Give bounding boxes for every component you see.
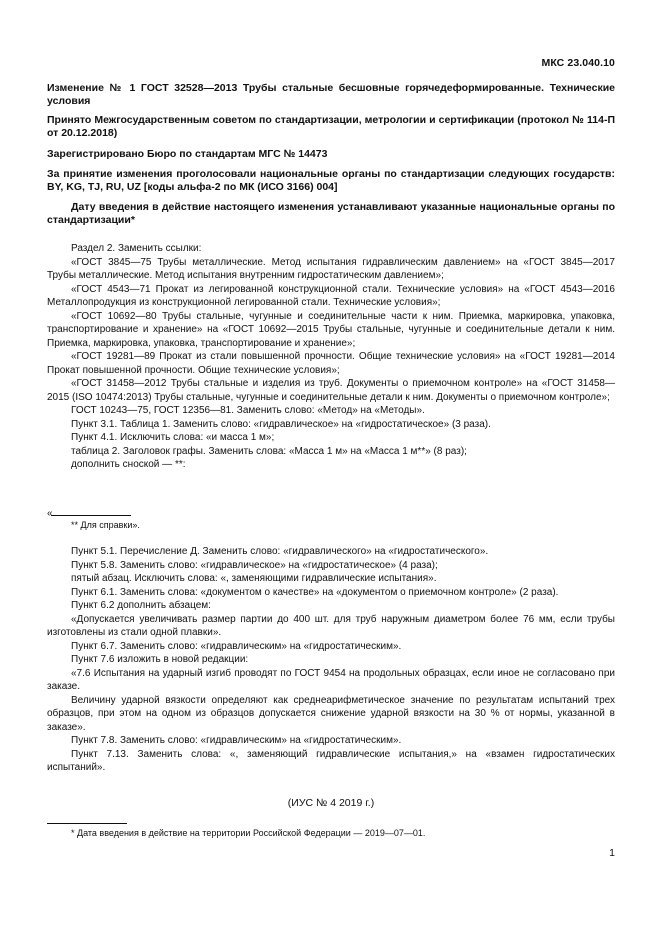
adopted-text: Принято Межгосударственным советом по стандартизации, метрологии и сертификации (протокол № 114-П от 20.12.2018) bbox=[47, 114, 615, 139]
paragraph: Пункт 6.7. Заменить слово: «гидравлическим» на «гидростатическим». bbox=[71, 640, 402, 652]
document-page bbox=[47, 0, 615, 935]
paragraph: пятый абзац. Исключить слова: «, заменяющими гидравлические испытания». bbox=[71, 573, 437, 584]
paragraph: Пункт 6.2 дополнить абзацем: bbox=[71, 600, 211, 611]
paragraph: «ГОСТ 4543—71 Прокат из легированной конструкционной стали. Технические условия» на «ГОСТ 4543—2016 Металлопродукция из конструкционной легированной стали. Технические условия»; bbox=[47, 283, 615, 308]
inner-footnote-divider bbox=[51, 515, 131, 516]
paragraph: «ГОСТ 10692—80 Трубы стальные, чугунные и соединительные части к ним. Приемка, маркировка, упаковка, транспортирование и хранение» на «ГОСТ 10692—2015 Трубы стальные, чугунные и соединительные детали к ним. Приемка, маркировка, упаковка, транспортирование и хранение»; bbox=[47, 310, 615, 349]
paragraph: дополнить сноской — **: bbox=[71, 459, 186, 470]
changes-list-continued bbox=[47, 545, 615, 775]
voted-text: За принятие изменения проголосовали национальные органы по стандартизации следующих государств: BY, KG, TJ, RU, UZ [коды альфа-2 по МК (ИСО 3166) 004] bbox=[47, 168, 615, 193]
paragraph: Раздел 2. Заменить ссылки: bbox=[71, 243, 202, 254]
footnote-divider bbox=[47, 823, 127, 824]
classification-code: МКС 23.040.10 bbox=[541, 57, 615, 69]
paragraph: Пункт 3.1. Таблица 1. Заменить слово: «гидравлическое» на «гидростатическое» (3 раза). bbox=[71, 418, 491, 430]
paragraph: таблица 2. Заголовок графы. Заменить слова: «Масса 1 м» на «Масса 1 м**» (8 раз); bbox=[71, 445, 467, 457]
source-reference: (ИУС № 4 2019 г.) bbox=[287, 797, 375, 809]
footnote-text: * Дата введения в действие на территории Российской Федерации — 2019—07—01. bbox=[71, 828, 426, 838]
page-number: 1 bbox=[609, 847, 615, 859]
paragraph: Величину ударной вязкости определяют как среднеарифметическое значение по результатам испытаний трех образцов, при этом на одном из образцов допускается снижение ударной вязкости на 30 % от нормы, указанной в заказе». bbox=[47, 694, 615, 733]
paragraph: ГОСТ 10243—75, ГОСТ 12356—81. Заменить слово: «Метод» на «Методы». bbox=[71, 405, 425, 416]
paragraph: Пункт 6.1. Заменить слова: «документом о качестве» на «документом о приемочном контроле» (2 раза). bbox=[71, 586, 559, 598]
paragraph: «ГОСТ 31458—2012 Трубы стальные и изделия из труб. Документы о приемочном контроле» на «ГОСТ 31458—2015 (ISO 10474:2013) Трубы стальные, чугунные и соединительные детали к ним. Документы о приемочном контроле»; bbox=[47, 378, 615, 403]
paragraph: Пункт 7.13. Заменить слова: «, заменяющий гидравлические испытания,» на «взамен гидростатических испытаний». bbox=[47, 748, 615, 773]
paragraph: Пункт 7.6 изложить в новой редакции: bbox=[71, 654, 249, 665]
paragraph: «7.6 Испытания на ударный изгиб проводят по ГОСТ 9454 на продольных образцах, если иное не согласовано при заказе. bbox=[47, 667, 615, 692]
effective-date-text: Дату введения в действие настоящего изменения устанавливают указанные национальные органы по стандартизации* bbox=[47, 201, 615, 226]
paragraph: Пункт 4.1. Исключить слова: «и масса 1 м»; bbox=[71, 432, 275, 443]
inner-footnote-text: ** Для справки». bbox=[71, 520, 140, 530]
changes-list bbox=[47, 242, 615, 472]
paragraph: «ГОСТ 19281—89 Прокат из стали повышенной прочности. Общие технические условия» на «ГОСТ 19281—2014 Прокат повышенной прочности. Общие технические условия»; bbox=[47, 351, 615, 376]
registered-text: Зарегистрировано Бюро по стандартам МГС № 14473 bbox=[47, 148, 328, 160]
paragraph: «Допускается увеличивать размер партии до 400 шт. для труб наружным диаметром более 76 мм, если трубы изготовлены из стали одной плавки». bbox=[47, 613, 615, 638]
paragraph: «ГОСТ 3845—75 Трубы металлические. Метод испытания гидравлическим давлением» на «ГОСТ 3845—2017 Трубы металлические. Метод испытания внутренним гидростатическим давлением»; bbox=[47, 256, 615, 281]
paragraph: Пункт 5.8. Заменить слово: «гидравлическое» на «гидростатическое» (4 раза); bbox=[71, 559, 438, 571]
inner-footnote-mark: « bbox=[47, 508, 53, 519]
paragraph: Пункт 5.1. Перечисление Д. Заменить слово: «гидравлического» на «гидростатического». bbox=[71, 546, 489, 557]
change-title: Изменение № 1 ГОСТ 32528—2013 Трубы стальные бесшовные горячедеформированные. Технические условия bbox=[47, 82, 615, 107]
paragraph: Пункт 7.8. Заменить слово: «гидравлическим» на «гидростатическим». bbox=[71, 735, 402, 746]
